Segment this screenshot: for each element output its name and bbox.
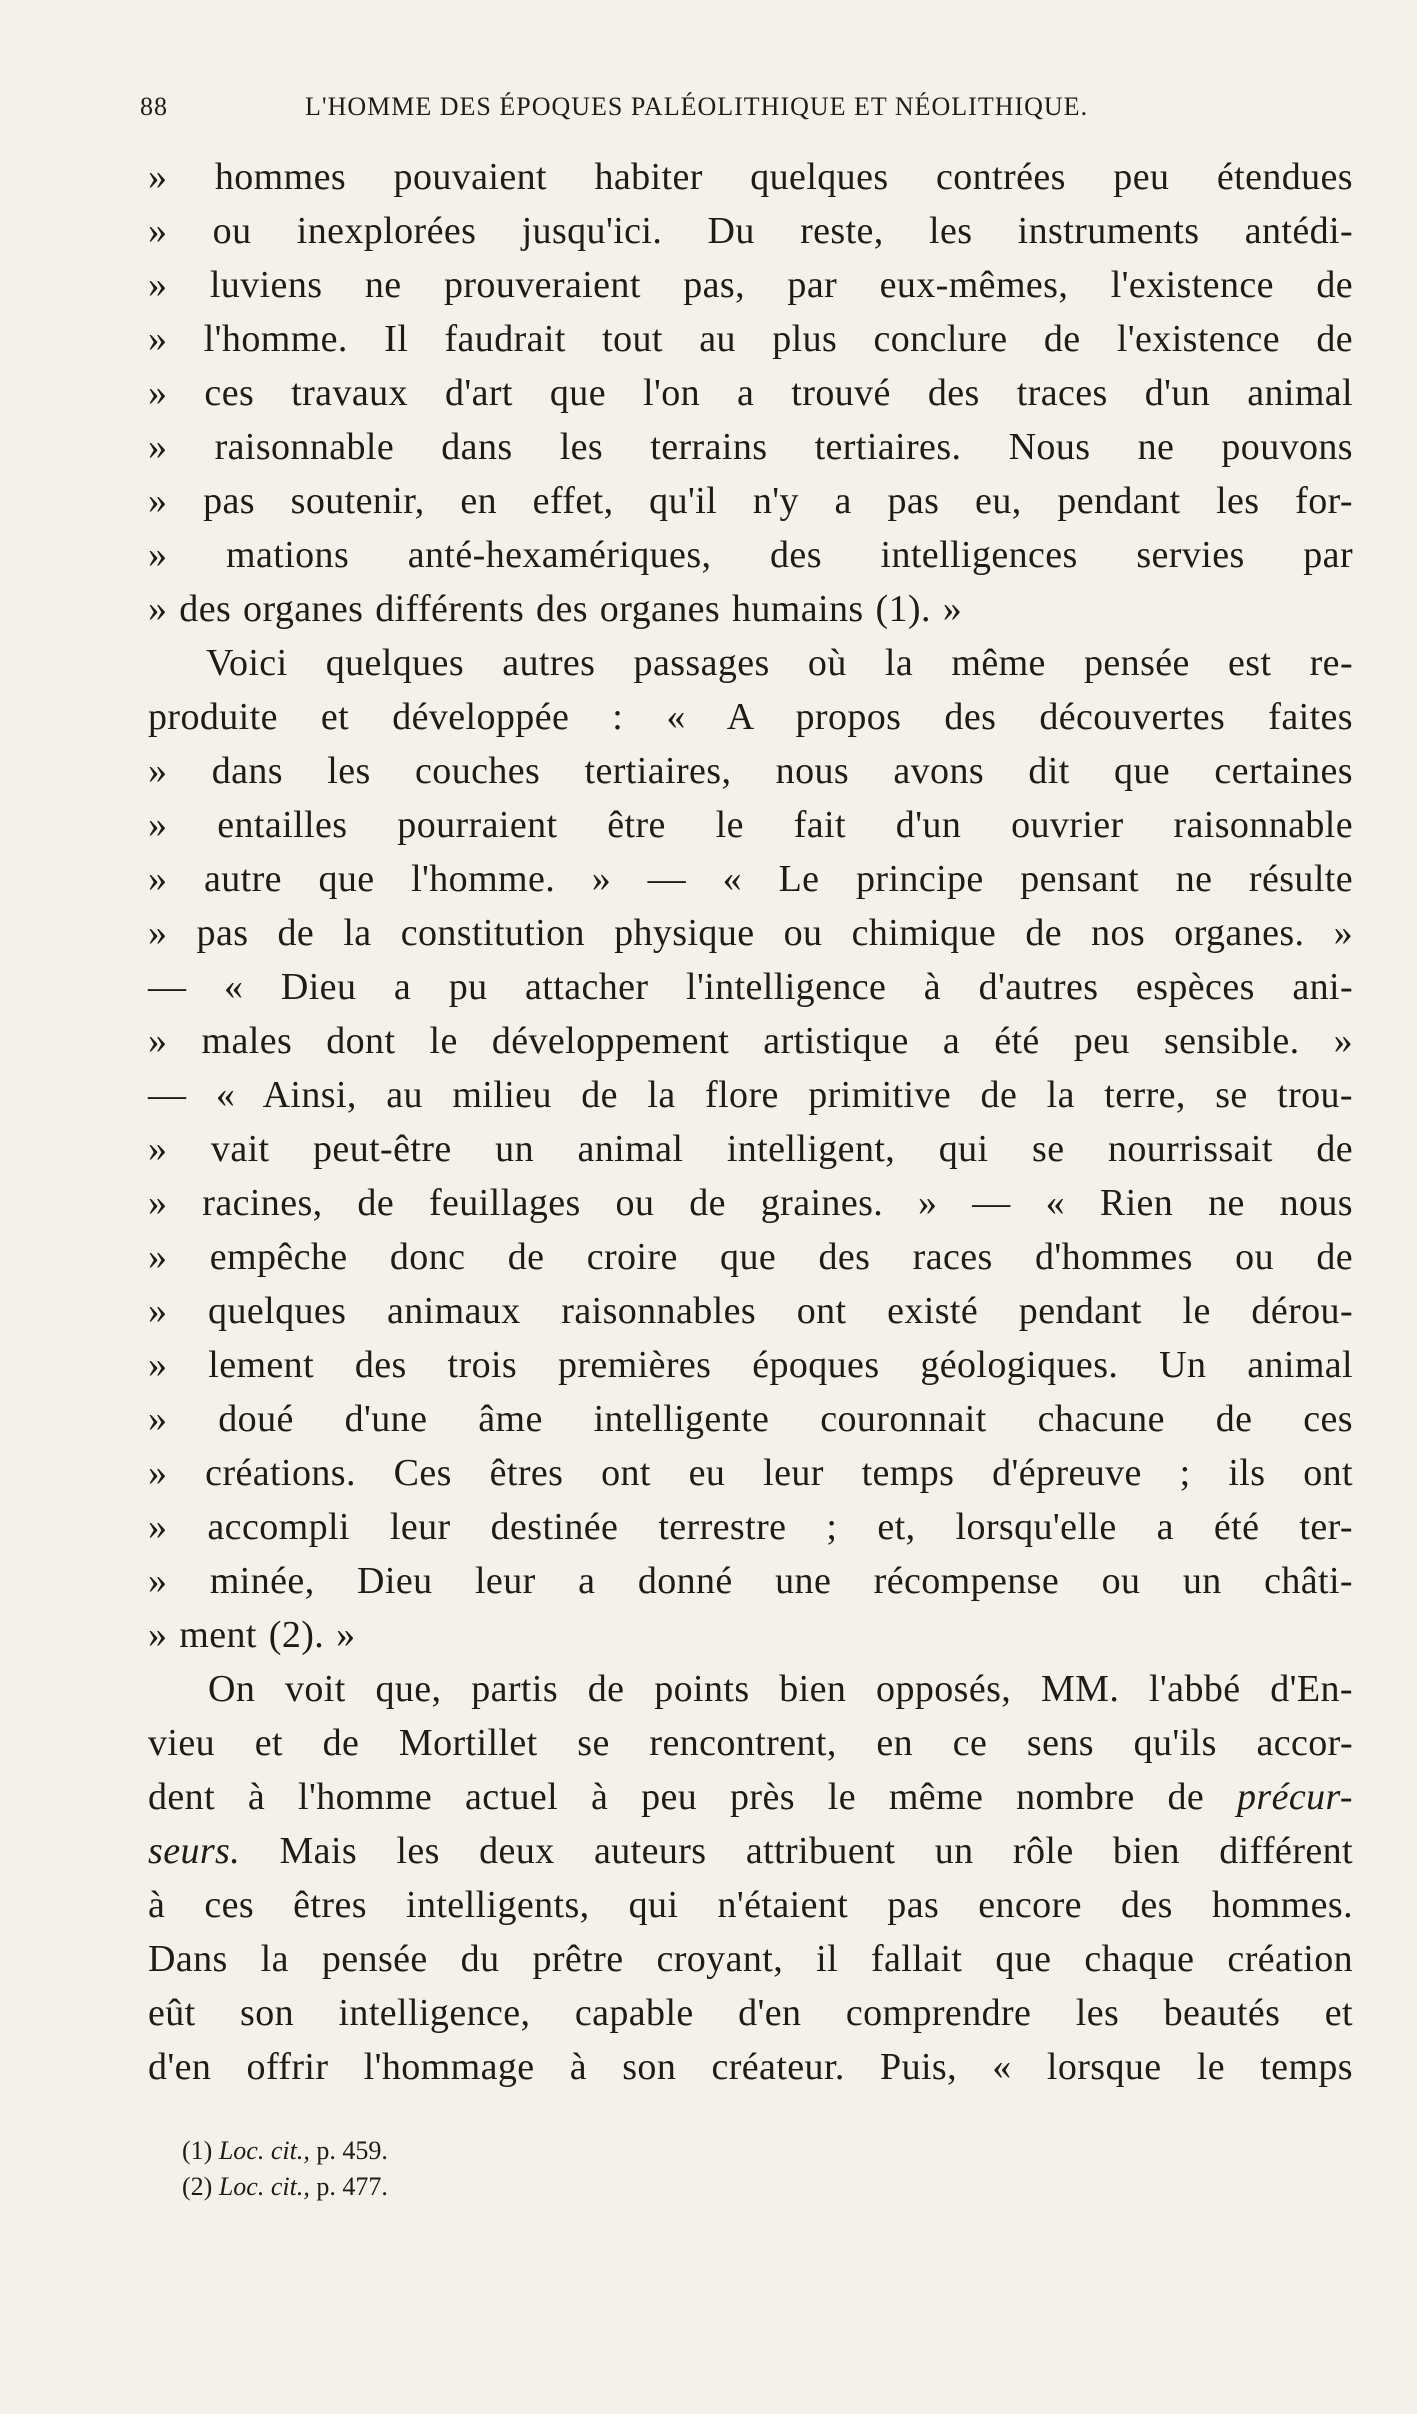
page-number: 88 [140, 92, 168, 121]
text-line: — « Dieu a pu attacher l'intelligence à d'autres espèces ani- [148, 966, 1353, 1008]
text-line: » racines, de feuillages ou de graines. » — « Rien ne nous [148, 1182, 1353, 1224]
text-line: » l'homme. Il faudrait tout au plus conclure de l'existence de [148, 318, 1353, 360]
footnote-source: Loc. cit., [218, 2136, 310, 2165]
footnotes [182, 2133, 982, 2205]
text-line: » des organes différents des organes humains (1). » [148, 588, 963, 630]
text-line: eût son intelligence, capable d'en comprendre les beautés et [148, 1992, 1353, 2034]
footnote-ref: (1) [182, 2136, 213, 2165]
footnote-ref: (2) [182, 2172, 213, 2201]
text-line: » hommes pouvaient habiter quelques contrées peu étendues [148, 156, 1353, 198]
text-line: » ou inexplorées jusqu'ici. Du reste, les instruments antédi- [148, 210, 1353, 252]
text-line [148, 1770, 1353, 1824]
text-line: » raisonnable dans les terrains tertiaires. Nous ne pouvons [148, 426, 1353, 468]
footnote [182, 2133, 982, 2169]
text-segment: Mais les deux auteurs attribuent un rôle bien différent [279, 1830, 1353, 1872]
text-line: » vait peut-être un animal intelligent, qui se nourrissait de [148, 1128, 1353, 1170]
text-line: » autre que l'homme. » — « Le principe pensant ne résulte [148, 858, 1353, 900]
text-line: » lement des trois premières époques géologiques. Un animal [148, 1344, 1353, 1386]
text-line: » accompli leur destinée terrestre ; et, lorsqu'elle a été ter- [148, 1506, 1353, 1548]
text-line: » quelques animaux raisonnables ont existé pendant le dérou- [148, 1290, 1353, 1332]
text-line: » ces travaux d'art que l'on a trouvé des traces d'un animal [148, 372, 1353, 414]
text-line: » males dont le développement artistique a été peu sensible. » [148, 1020, 1353, 1062]
italic-term: seurs. [148, 1830, 241, 1872]
text-line: Voici quelques autres passages où la même pensée est re- [206, 642, 1353, 684]
text-line: » minée, Dieu leur a donné une récompense ou un châti- [148, 1560, 1353, 1602]
text-line: Dans la pensée du prêtre croyant, il fallait que chaque création [148, 1938, 1353, 1980]
text-segment: dent à l'homme actuel à peu près le même nombre de [148, 1776, 1205, 1818]
text-line: à ces êtres intelligents, qui n'étaient pas encore des hommes. [148, 1884, 1353, 1926]
text-line: On voit que, partis de points bien opposés, MM. l'abbé d'En- [208, 1668, 1353, 1710]
text-line: » dans les couches tertiaires, nous avons dit que certaines [148, 750, 1353, 792]
footnote-source: Loc. cit., [218, 2172, 310, 2201]
text-line: produite et développée : « A propos des découvertes faites [148, 696, 1353, 738]
body-text [148, 150, 1353, 2094]
text-line: d'en offrir l'hommage à son créateur. Puis, « lorsque le temps [148, 2046, 1353, 2088]
text-line [148, 1824, 1353, 1878]
text-line: » doué d'une âme intelligente couronnait chacune de ces [148, 1398, 1353, 1440]
text-line: » entailles pourraient être le fait d'un ouvrier raisonnable [148, 804, 1353, 846]
running-title: L'HOMME DES ÉPOQUES PALÉOLITHIQUE ET NÉOLITHIQUE. [305, 92, 1089, 121]
footnote [182, 2169, 982, 2205]
text-line: » pas soutenir, en effet, qu'il n'y a pas eu, pendant les for- [148, 480, 1353, 522]
text-line: » luviens ne prouveraient pas, par eux-mêmes, l'existence de [148, 264, 1353, 306]
italic-term: précur- [1236, 1776, 1353, 1818]
text-line: — « Ainsi, au milieu de la flore primitive de la terre, se trou- [148, 1074, 1353, 1116]
text-line: » créations. Ces êtres ont eu leur temps d'épreuve ; ils ont [148, 1452, 1353, 1494]
footnote-page: p. 459. [316, 2136, 388, 2165]
text-line: » empêche donc de croire que des races d'hommes ou de [148, 1236, 1353, 1278]
text-line: vieu et de Mortillet se rencontrent, en ce sens qu'ils accor- [148, 1722, 1353, 1764]
text-line: » ment (2). » [148, 1614, 356, 1656]
text-line: » pas de la constitution physique ou chimique de nos organes. » [148, 912, 1353, 954]
footnote-page: p. 477. [316, 2172, 388, 2201]
page-header [140, 92, 1212, 132]
text-line: » mations anté-hexamériques, des intelligences servies par [148, 534, 1353, 576]
